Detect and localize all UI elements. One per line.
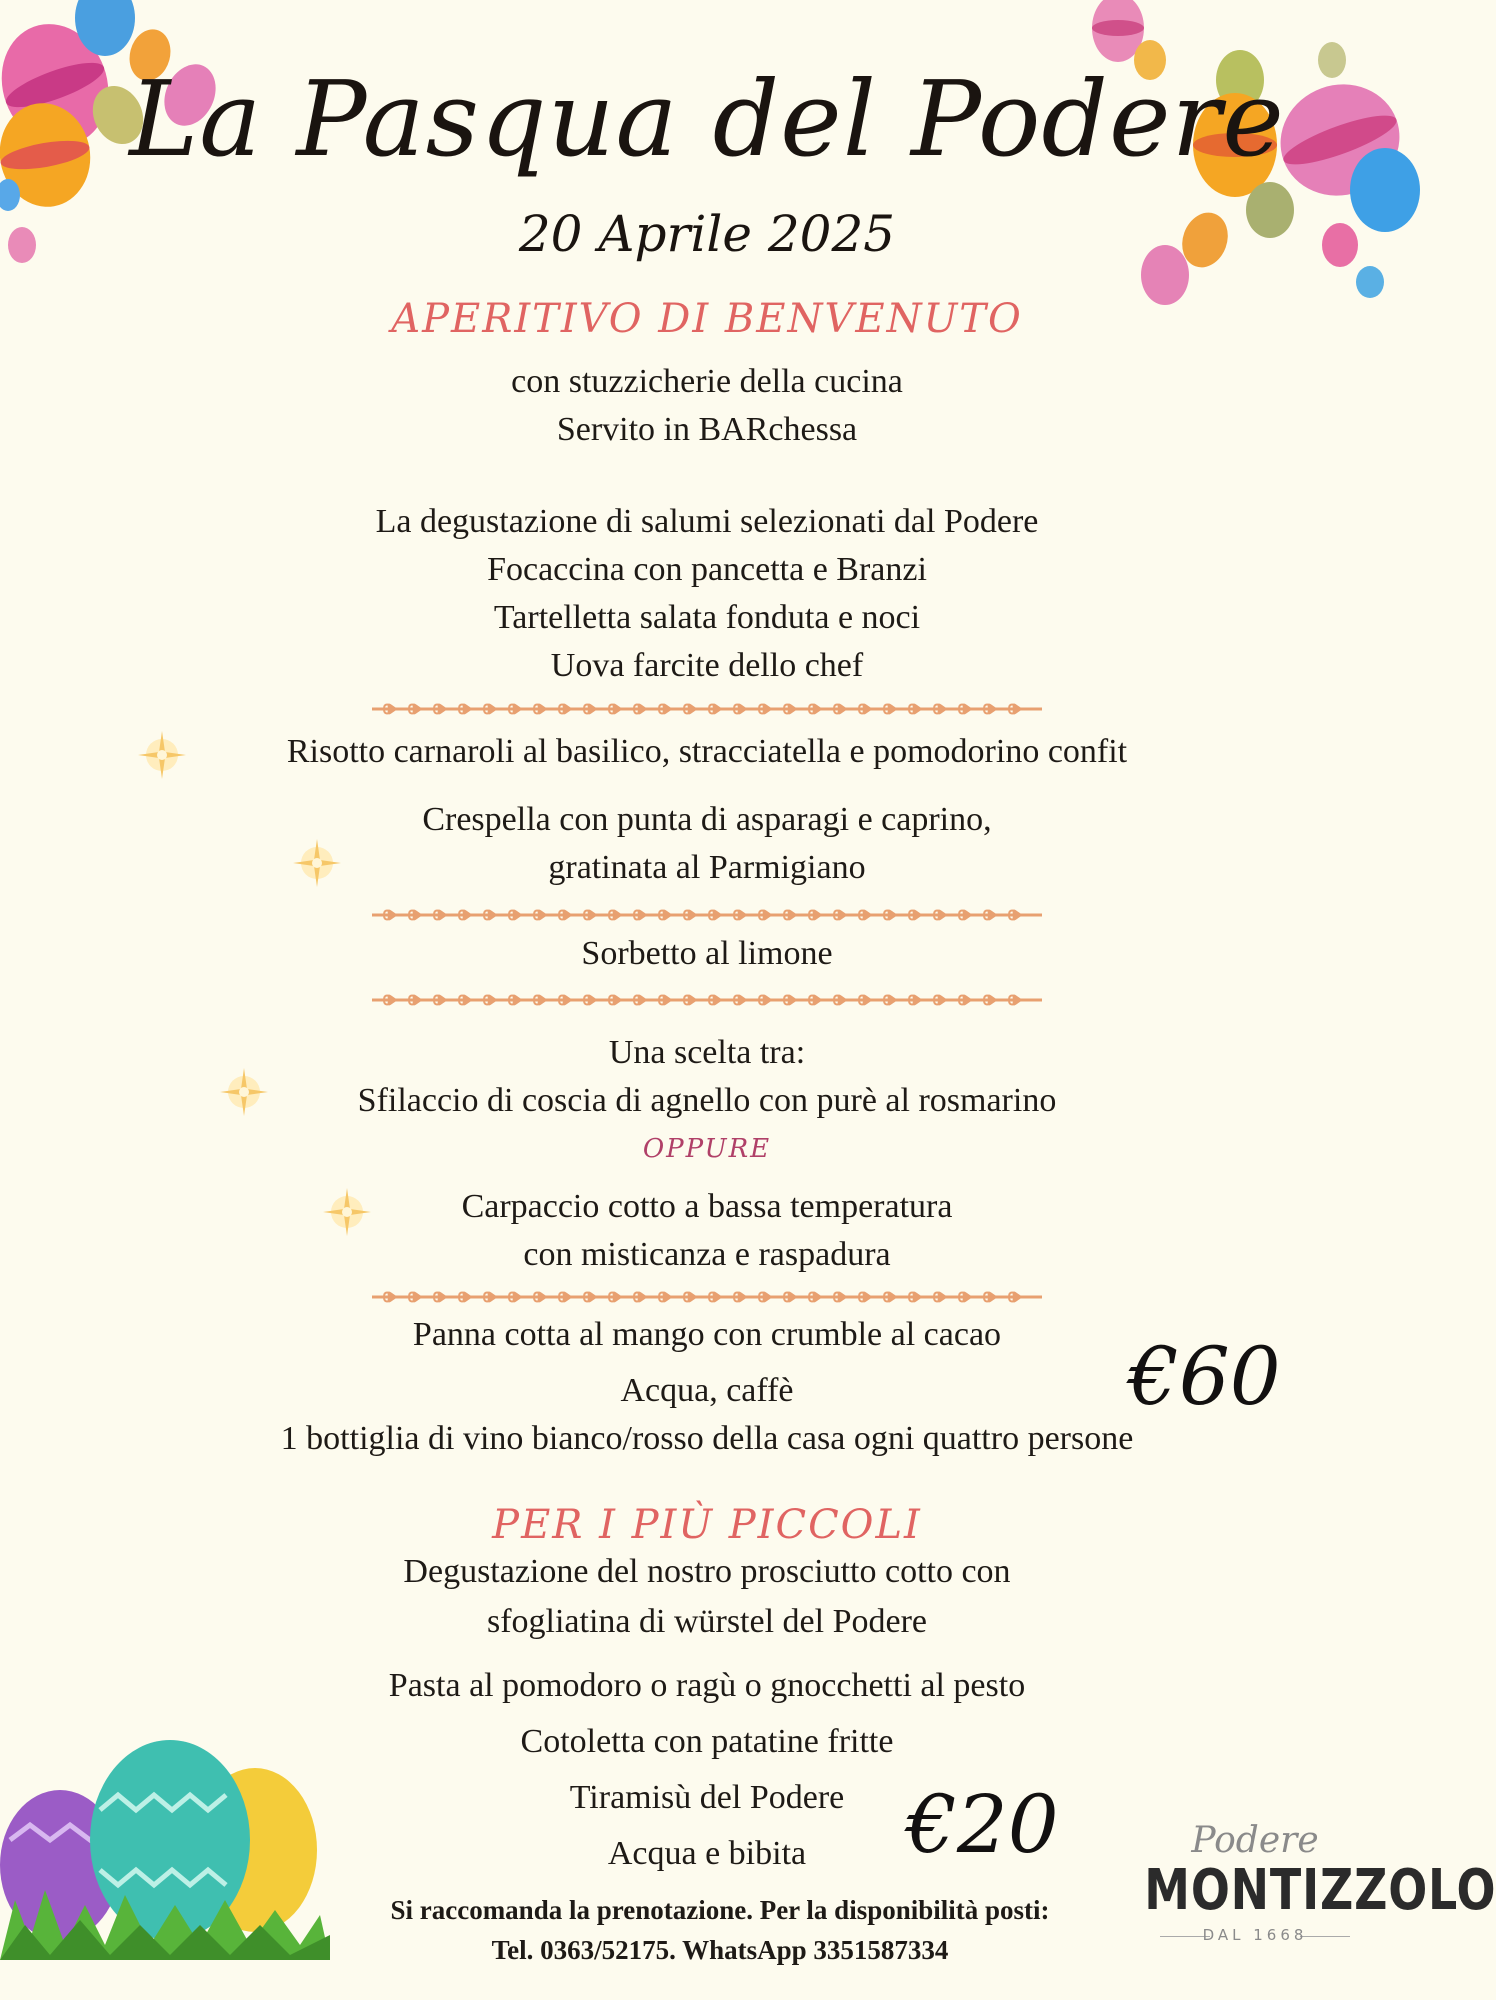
kids-line-1: Degustazione del nostro prosciutto cotto con [403, 1553, 1011, 1590]
kids-line-5: Tiramisù del Podere [569, 1779, 845, 1816]
footer-booking-note: Si raccomanda la prenotazione. Per la disponibilità posti: [390, 1895, 1050, 1925]
primo-crespella-line-2: gratinata al Parmigiano [548, 849, 866, 886]
secondo-option-2-line-1: Carpaccio cotto a bassa temperatura [461, 1188, 953, 1225]
kids-line-2: sfogliatina di würstel del Podere [486, 1603, 927, 1640]
bevande-line-1: Acqua, caffè [620, 1372, 794, 1409]
aperitivo-line-1: con stuzzicherie della cucina [511, 363, 903, 400]
secondi-intro: Una scelta tra: [608, 1034, 806, 1071]
secondo-option-1: Sfilaccio di coscia di agnello con purè al rosmarino [357, 1082, 1057, 1119]
oppure-separator: OPPURE [642, 1134, 772, 1164]
logo-podere: Podere [1191, 1820, 1319, 1861]
leaf-divider-icon [372, 985, 1042, 1015]
sorbetto: Sorbetto al limone [581, 935, 833, 972]
menu-title: La Pasqua del Podere [129, 58, 1285, 180]
primo-risotto: Risotto carnaroli al basilico, stracciatella e pomodorino confit [286, 733, 1128, 770]
kids-heading: PER I PIÙ PICCOLI [492, 1502, 922, 1548]
secondo-option-2-line-2: con misticanza e raspadura [523, 1236, 891, 1273]
price-kids: €20 [906, 1778, 1059, 1871]
price-adult: €60 [1128, 1330, 1281, 1423]
aperitivo-line-2: Servito in BARchessa [556, 411, 858, 448]
antipasto-item-2: Focaccina con pancetta e Branzi [487, 551, 927, 588]
event-date: 20 Aprile 2025 [518, 205, 896, 263]
primo-crespella-line-1: Crespella con punta di asparagi e caprino, [422, 801, 992, 838]
leaf-divider-icon [372, 900, 1042, 930]
logo-montizzolo: MONTIZZOLO [1144, 1858, 1496, 1923]
antipasto-item-3: Tartelletta salata fonduta e noci [493, 599, 921, 636]
leaf-divider-icon [372, 1282, 1042, 1312]
footer-contacts: Tel. 0363/52175. WhatsApp 3351587334 [491, 1935, 949, 1965]
podere-montizzolo-logo [1120, 1820, 1496, 1980]
antipasto-item-4: Uova farcite dello chef [550, 647, 864, 684]
kids-line-3: Pasta al pomodoro o ragù o gnocchetti al pesto [388, 1667, 1026, 1704]
aperitivo-heading: APERITIVO DI BENVENUTO [391, 296, 1023, 342]
kids-line-6: Acqua e bibita [607, 1835, 807, 1872]
easter-eggs-basket-icon [0, 1740, 330, 1960]
kids-line-4: Cotoletta con patatine fritte [520, 1723, 894, 1760]
antipasto-item-1: La degustazione di salumi selezionati dal Podere [375, 503, 1039, 540]
leaf-divider-icon [372, 694, 1042, 724]
bevande-line-2: 1 bottiglia di vino bianco/rosso della casa ogni quattro persone [280, 1420, 1134, 1457]
logo-since: DAL 1668 [1202, 1926, 1308, 1944]
dessert: Panna cotta al mango con crumble al cacao [412, 1316, 1002, 1353]
